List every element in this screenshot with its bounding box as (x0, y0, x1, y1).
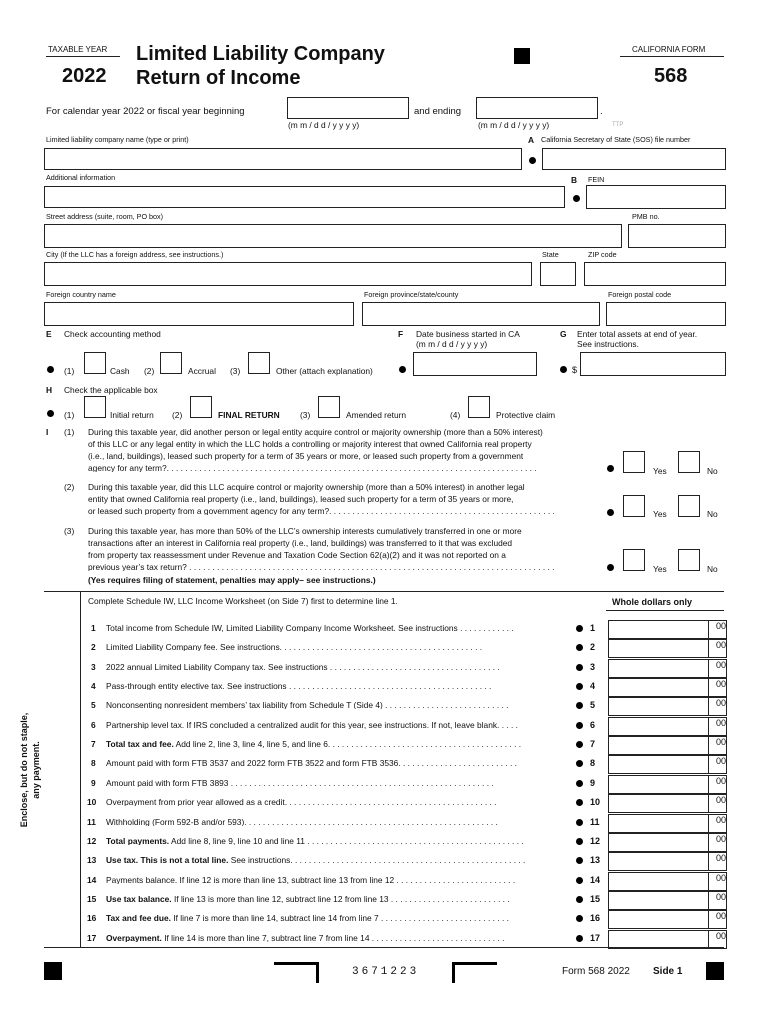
line-description (106, 682, 572, 690)
additional-info-field[interactable] (44, 186, 565, 208)
final-return-label: FINAL RETURN (218, 410, 280, 420)
line-box-number: 5 (590, 700, 596, 710)
street-field[interactable] (44, 224, 622, 248)
taxable-year-label: TAXABLE YEAR (48, 45, 108, 54)
line-cents: 00 (708, 659, 727, 678)
line-box-number: 8 (590, 758, 596, 768)
whole-dollars-rule (606, 610, 724, 611)
sos-letter: A (528, 135, 535, 145)
line-amount-field[interactable] (608, 872, 709, 891)
sos-file-label: California Secretary of State (SOS) file number (541, 135, 691, 144)
q3-bullet (607, 564, 614, 571)
line-text: Amount paid with form FTB 3893 . . . . . . . . . . . . . . . . . . . . . . . . . . . . . . . . . . . . . . . . . . . . . . . . . . . . . . . . . (106, 779, 494, 788)
line-bullet (576, 915, 583, 922)
f-bullet (399, 366, 406, 373)
fiscal-end-field[interactable] (476, 97, 598, 119)
line-number: 9 (91, 778, 96, 788)
line-bullet (576, 857, 583, 864)
line-bold-label: Use tax balance. (106, 895, 172, 904)
line-bullet (576, 702, 583, 709)
city-field[interactable] (44, 262, 532, 286)
protective-claim-checkbox[interactable] (468, 396, 490, 418)
q1-line1: During this taxable year, did another person or legal entity acquire control or majority ownership (more than a 50% interest) (88, 427, 543, 437)
line-number: 4 (91, 681, 96, 691)
line-bullet (576, 625, 583, 632)
line-bold-label: Tax and fee due. (106, 914, 171, 923)
q3-num: (3) (64, 526, 75, 536)
pmb-label: PMB no. (632, 212, 660, 221)
amended-return-checkbox[interactable] (318, 396, 340, 418)
date-format-hint-begin: (m m / d d / y y y y) (288, 120, 360, 130)
applicable-box-label: Check the applicable box (64, 385, 158, 395)
foreign-country-label: Foreign country name (46, 290, 116, 299)
footer-side-label: Side 1 (653, 966, 683, 977)
q1-no-label: No (707, 466, 718, 476)
form-title-line1: Limited Liability Company (136, 43, 385, 65)
line-box-number: 9 (590, 778, 596, 788)
line-number: 6 (91, 720, 96, 730)
accounting-method-label: Check accounting method (64, 329, 161, 339)
enclose-text-2: any payment. (31, 741, 41, 799)
pmb-field[interactable] (628, 224, 726, 248)
header-rule (46, 56, 120, 57)
q2-yes-checkbox[interactable] (623, 495, 645, 517)
line-bold-label: Total tax and fee. (106, 740, 174, 749)
footer-corner-right (452, 962, 497, 983)
footer-barcode-number: 3671223 (352, 966, 420, 978)
line-amount-field[interactable] (608, 852, 709, 871)
registration-mark (514, 48, 530, 64)
line-cents: 00 (708, 814, 727, 833)
initial-return-label: Initial return (110, 410, 154, 420)
line-cents: 00 (708, 717, 727, 736)
q3-yes-checkbox[interactable] (623, 549, 645, 571)
section-g-letter: G (560, 329, 567, 339)
q3-note: (Yes requires filing of statement, penalties may apply– see instructions.) (88, 575, 376, 585)
line-amount-field[interactable] (608, 620, 709, 639)
calendar-year-text: For calendar year 2022 or fiscal year beginning (46, 106, 245, 117)
section-i-letter: I (46, 427, 49, 437)
line-amount-field[interactable] (608, 736, 709, 755)
line-box-number: 16 (590, 913, 601, 923)
line-text: Add line 8, line 9, line 10 and line 11 . . . . . . . . . . . . . . . . . . . . . . . . . . . . . . . . . . . . . . . . . . . . . . . (171, 837, 524, 846)
line-bold-label: Overpayment. (106, 934, 162, 943)
line-amount-field[interactable] (608, 755, 709, 774)
q1-line3: (i.e., land, buildings), leased such property for a term of 35 years or more, or leased such property from a government (88, 451, 524, 461)
line-amount-field[interactable] (608, 659, 709, 678)
line-number: 10 (87, 797, 97, 807)
foreign-country-field[interactable] (44, 302, 354, 326)
line-description (106, 837, 572, 845)
line-text: Overpayment from prior year allowed as a credit. . . . . . . . . . . . . . . . . . . . . . . . . . . . . . . . . . . . . . . . . . . . . . (106, 798, 497, 807)
total-assets-field[interactable] (580, 352, 726, 376)
line-number: 2 (91, 642, 96, 652)
footer-corner-left (274, 962, 319, 983)
e-opt3-num: (3) (230, 366, 241, 376)
line-number: 17 (87, 933, 97, 943)
california-form-label: CALIFORNIA FORM (632, 45, 706, 54)
line-amount-field[interactable] (608, 678, 709, 697)
line-number: 8 (91, 758, 96, 768)
state-label: State (542, 250, 559, 259)
line-box-number: 6 (590, 720, 596, 730)
line-cents: 00 (708, 891, 727, 910)
line-description (106, 779, 572, 787)
line-bullet (576, 877, 583, 884)
line-box-number: 7 (590, 739, 596, 749)
fein-field[interactable] (586, 185, 726, 209)
line-box-number: 14 (590, 875, 601, 885)
line-cents: 00 (708, 910, 727, 929)
line-number: 1 (91, 623, 96, 633)
q1-bullet (607, 465, 614, 472)
q3-line3: from property tax reassessment under Revenue and Taxation Code Section 62(a)(2) and it was not reported on a (88, 550, 506, 560)
line-box-number: 15 (590, 894, 601, 904)
line-text: See instructions. . . . . . . . . . . . . . . . . . . . . . . . . . . . . . . . . . . . . . . . . . . . . . . . . . . (230, 856, 526, 865)
q1-yes-checkbox[interactable] (623, 451, 645, 473)
state-field[interactable] (540, 262, 576, 286)
ttp-label: TTP (612, 122, 624, 128)
line-amount-field[interactable] (608, 814, 709, 833)
accrual-checkbox[interactable] (160, 352, 182, 374)
line-description (106, 740, 572, 748)
line-box-number: 2 (590, 642, 596, 652)
q1-line2: of this LLC or any legal entity in which the LLC holds a controlling or majority interest that owned California real property (88, 439, 532, 449)
line-cents: 00 (708, 755, 727, 774)
line-description (106, 934, 572, 942)
line-box-number: 17 (590, 933, 601, 943)
line-text: Add line 2, line 3, line 4, line 5, and line 6. . . . . . . . . . . . . . . . . . . . . . . . . . . . . . . . . . . . . . . . . . (175, 740, 522, 749)
h-opt3-num: (3) (300, 410, 311, 420)
income-left-rule (80, 591, 81, 947)
q3-line2: transactions after an interest in California real property (i.e., land, buildings) was transferred to it that was excluded (88, 538, 513, 548)
fein-bullet (573, 195, 580, 202)
q2-yes-label: Yes (653, 509, 667, 519)
q3-no-checkbox[interactable] (678, 549, 700, 571)
line-number: 14 (87, 875, 97, 885)
line-description (106, 818, 572, 826)
income-top-rule (44, 591, 724, 592)
footer-mark-left (44, 962, 62, 980)
q3-yes-label: Yes (653, 564, 667, 574)
line-description (106, 643, 572, 651)
line-bullet (576, 644, 583, 651)
sos-file-field[interactable] (542, 148, 726, 170)
line-text: Limited Liability Company fee. See instructions. . . . . . . . . . . . . . . . . . . . . . . . . . . . . . . . . . . . . . . . . . . . (106, 643, 483, 652)
line-number: 5 (91, 700, 96, 710)
line-cents: 00 (708, 852, 727, 871)
form-title-line2: Return of Income (136, 67, 301, 89)
form-number: 568 (654, 65, 688, 87)
header-rule-right (620, 56, 724, 57)
cash-checkbox[interactable] (84, 352, 106, 374)
line-amount-field[interactable] (608, 697, 709, 716)
sos-bullet (529, 157, 536, 164)
line-amount-field[interactable] (608, 891, 709, 910)
enclose-text-1: Enclose, but do not staple, (19, 712, 29, 828)
line-text: Withholding (Form 592-B and/or 593). . . . . . . . . . . . . . . . . . . . . . . . . . . . . . . . . . . . . . . . . . . . . . . . . . . . . . . (106, 818, 498, 827)
line-bullet (576, 741, 583, 748)
line-bullet (576, 683, 583, 690)
llc-name-label: Limited liability company name (type or print) (46, 135, 189, 144)
h-bullet (47, 410, 54, 417)
footer-form-label: Form 568 2022 (562, 966, 630, 977)
line-amount-field[interactable] (608, 717, 709, 736)
line-text: If line 14 is more than line 7, subtract line 7 from line 14 . . . . . . . . . . . . . . . . . . . . . . . . . . . . . (164, 934, 505, 943)
q3-line1: During this taxable year, has more than 50% of the LLC’s ownership interests cumulatively transferred in one or more (88, 526, 522, 536)
initial-return-checkbox[interactable] (84, 396, 106, 418)
section-e-letter: E (46, 329, 52, 339)
city-label: City (If the LLC has a foreign address, see instructions.) (46, 250, 224, 259)
q1-line4: agency for any term?. . . . . . . . . . . . . . . . . . . . . . . . . . . . . . . . . . . . . . . . . . . . . . . . . . . . . . . . . . . . . . . . . . . . . . . . . . . . . . . . (88, 464, 537, 473)
line-box-number: 1 (590, 623, 596, 633)
line-box-number: 3 (590, 662, 596, 672)
line-description (106, 856, 572, 864)
e-opt2-num: (2) (144, 366, 155, 376)
tax-year: 2022 (62, 65, 107, 87)
line-text: If line 13 is more than line 12, subtract line 12 from line 13 . . . . . . . . . . . . . . . . . . . . . . . . . . (173, 895, 510, 904)
q1-num: (1) (64, 427, 75, 437)
q2-no-checkbox[interactable] (678, 495, 700, 517)
line-text: Pass-through entity elective tax. See instructions . . . . . . . . . . . . . . . . . . . . . . . . . . . . . . . . . . . . . . . . . . . . (106, 682, 492, 691)
section-f-letter: F (398, 329, 404, 339)
q2-num: (2) (64, 482, 75, 492)
e-bullet (47, 366, 54, 373)
line-text: 2022 annual Limited Liability Company tax. See instructions . . . . . . . . . . . . . . . . . . . . . . . . . . . . . . . . . . . . . (106, 663, 500, 672)
line-description (106, 895, 572, 903)
q2-no-label: No (707, 509, 718, 519)
line-box-number: 10 (590, 797, 601, 807)
whole-dollars-header: Whole dollars only (612, 597, 693, 607)
footer-mark-right (706, 962, 724, 980)
line-bullet (576, 760, 583, 767)
line-cents: 00 (708, 775, 727, 794)
zip-label: ZIP code (588, 250, 617, 259)
line-cents: 00 (708, 872, 727, 891)
line-description (106, 721, 572, 729)
cash-label: Cash (110, 366, 130, 376)
foreign-postal-label: Foreign postal code (608, 290, 672, 299)
line-description (106, 876, 572, 884)
total-assets-label: Enter total assets at end of year. (577, 329, 698, 339)
total-assets-hint: See instructions. (577, 339, 639, 349)
dollar-sign: $ (572, 365, 578, 375)
q2-line3: or leased such property from a government agency for any term?. . . . . . . . . . . . . . . . . . . . . . . . . . . . . . . . . . . . . . . . . . . . . . . . . (88, 507, 555, 516)
line-bullet (576, 896, 583, 903)
line-cents: 00 (708, 620, 727, 639)
q1-no-checkbox[interactable] (678, 451, 700, 473)
line-amount-field[interactable] (608, 833, 709, 852)
line-text: Partnership level tax. If IRS concluded a centralized audit for this year, see instructions. If not, leave blank. . . . . (106, 721, 518, 730)
line-box-number: 11 (590, 817, 600, 827)
line-cents: 00 (708, 833, 727, 852)
h-opt4-num: (4) (450, 410, 461, 420)
q2-line2: entity that owned California real property (i.e., land, buildings), leased such property for a term of 35 years or more, (88, 494, 514, 504)
line-number: 7 (91, 739, 96, 749)
line-text: Total income from Schedule IW, Limited Liability Company Income Worksheet. See instructions . . . . . . . . . . . . (106, 624, 514, 633)
line-bold-label: Total payments. (106, 837, 170, 846)
fein-label: FEIN (588, 175, 605, 184)
line-bullet (576, 819, 583, 826)
foreign-province-field[interactable] (362, 302, 600, 326)
line-bullet (576, 722, 583, 729)
line-bullet (576, 838, 583, 845)
other-method-checkbox[interactable] (248, 352, 270, 374)
g-bullet (560, 366, 567, 373)
line-number: 15 (87, 894, 97, 904)
line-cents: 00 (708, 639, 727, 658)
line-number: 3 (91, 662, 96, 672)
income-bottom-rule (44, 947, 724, 948)
q1-yes-label: Yes (653, 466, 667, 476)
line-cents: 00 (708, 930, 727, 949)
section-h-letter: H (46, 385, 53, 395)
line-bullet (576, 799, 583, 806)
and-ending-label: and ending (414, 106, 462, 117)
line-description (106, 914, 572, 922)
fiscal-begin-field[interactable] (287, 97, 409, 119)
amended-return-label: Amended return (346, 410, 407, 420)
line-description (106, 701, 572, 709)
line-description (106, 663, 572, 671)
line-cents: 00 (708, 736, 727, 755)
zip-field[interactable] (584, 262, 726, 286)
line-text: Nonconsenting nonresident members’ tax liability from Schedule T (Side 4) . . . . . . . . . . . . . . . . . . . . . . . . . . . (106, 701, 509, 710)
line-number: 12 (87, 836, 97, 846)
enclose-payment-note (18, 700, 78, 860)
protective-claim-label: Protective claim (496, 410, 556, 420)
final-return-checkbox[interactable] (190, 396, 212, 418)
line-amount-field[interactable] (608, 639, 709, 658)
h-opt2-num: (2) (172, 410, 183, 420)
line-number: 11 (87, 817, 96, 827)
q2-line1: During this taxable year, did this LLC acquire control or majority ownership (more than a 50% interest) in another legal (88, 482, 525, 492)
line-box-number: 4 (590, 681, 596, 691)
q3-no-label: No (707, 564, 718, 574)
line-description (106, 798, 572, 806)
line-box-number: 13 (590, 855, 601, 865)
line-text: If line 7 is more than line 14, subtract line 14 from line 7 . . . . . . . . . . . . . . . . . . . . . . . . . . . . (173, 914, 509, 923)
q3-line4: previous year’s tax return? . . . . . . . . . . . . . . . . . . . . . . . . . . . . . . . . . . . . . . . . . . . . . . . . . . . . . . . . . . . . . . . . . . . . . . . . . . . . . . . (88, 563, 555, 572)
period-dot: . (600, 106, 603, 117)
line-amount-field[interactable] (608, 794, 709, 813)
foreign-province-label: Foreign province/state/county (364, 290, 459, 299)
foreign-postal-field[interactable] (606, 302, 726, 326)
date-started-hint: (m m / d d / y y y y) (416, 339, 488, 349)
h-opt1-num: (1) (64, 410, 75, 420)
q2-bullet (607, 509, 614, 516)
line-bullet (576, 935, 583, 942)
line-bold-label: Use tax. This is not a total line. (106, 856, 229, 865)
line-amount-field[interactable] (608, 910, 709, 929)
fein-letter: B (571, 175, 578, 185)
line-number: 16 (87, 913, 97, 923)
accrual-label: Accrual (188, 366, 216, 376)
line-bullet (576, 664, 583, 671)
e-opt1-num: (1) (64, 366, 75, 376)
date-started-field[interactable] (413, 352, 537, 376)
line-description (106, 624, 572, 632)
line-number: 13 (87, 855, 97, 865)
date-started-label: Date business started in CA (416, 329, 520, 339)
llc-name-field[interactable] (44, 148, 522, 170)
other-method-label: Other (attach explanation) (276, 366, 373, 376)
date-format-hint-end: (m m / d d / y y y y) (478, 120, 550, 130)
line-bullet (576, 780, 583, 787)
street-label: Street address (suite, room, PO box) (46, 212, 164, 221)
line-text: Amount paid with form FTB 3537 and 2022 form FTB 3522 and form FTB 3536. . . . . . . . . . . . . . . . . . . . . . . . . . (106, 759, 518, 768)
line-cents: 00 (708, 794, 727, 813)
line-cents: 00 (708, 697, 727, 716)
line-amount-field[interactable] (608, 775, 709, 794)
additional-info-label: Additional information (46, 173, 116, 182)
line-description (106, 759, 572, 767)
line-box-number: 12 (590, 836, 601, 846)
line-cents: 00 (708, 678, 727, 697)
income-intro: Complete Schedule IW, LLC Income Worksheet (on Side 7) first to determine line 1. (88, 596, 398, 606)
line-text: Payments balance. If line 12 is more than line 13, subtract line 13 from line 12 . . . . . . . . . . . . . . . . . . . . . . . . . . (106, 876, 516, 885)
